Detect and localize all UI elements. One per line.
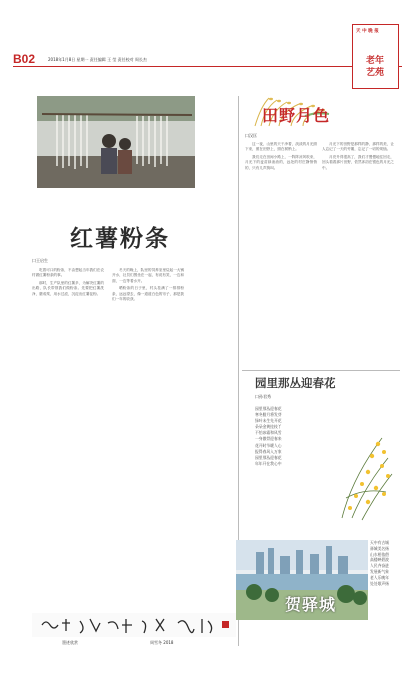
poem-line: 朵朵金黄挂枝丫	[255, 424, 282, 430]
poem-line: 园里那丛迎春花	[255, 454, 282, 460]
article2-paragraph: 这一夜，山里的天干净着，淡淡的月光照下来，照在田野上，照在树梢上。	[245, 142, 317, 152]
sweet-potato-noodle-photo	[37, 96, 195, 188]
article2-column-2	[322, 142, 394, 367]
article1-paragraph: 晒粉条的日子里，村头挂满了一排排粉条，远远望去，像一道道白色的帘子，那是我们一年的收获。	[112, 286, 184, 302]
newspaper-name: 天 中 晚 报	[356, 29, 379, 34]
poem-line: 处处歌声扬	[370, 580, 389, 586]
article1-title: 红薯粉条	[70, 225, 170, 252]
article1-column-3	[190, 210, 230, 510]
article2-title: 田野月色	[262, 106, 331, 125]
poem-line: 高楼映碧波	[370, 557, 389, 563]
poem-line: 不怕冰霜和风雪	[255, 430, 282, 436]
poem-line: 山水相依偎	[370, 551, 389, 557]
poem-line: 绿叶未生先开花	[255, 418, 282, 424]
section-title-line1: 老年	[365, 56, 384, 66]
poem-line: 人民齐奋进	[370, 563, 389, 569]
poem1-body	[255, 406, 335, 467]
article1-column-1	[32, 268, 104, 608]
poem-line: 园里那丛迎春花	[255, 406, 282, 411]
poem-line: 一身傲骨迎春来	[255, 436, 282, 442]
poem1-byline: 口孙君秀	[255, 394, 271, 399]
article1-paragraph: 那时，生产队里的红薯多，为解决红薯的出路，队长带领我们做粉条。先要把红薯洗净，磨成浆，用水过滤，沉淀出红薯淀粉。	[32, 280, 104, 296]
poem-line: 报得春风入万家	[255, 448, 282, 454]
poem-line: 发展新气象	[370, 568, 389, 574]
article1-paragraph: 冬天的晚上，队里的饲养室里烧起一大锅开水，社员们围坐在一起，有说有笑，一边和面，一边等着水开。	[112, 268, 184, 283]
article1-paragraph: 吃着可口的粉条，不由想起当年我们在农村做红薯粉条的事。	[32, 268, 104, 278]
poem-line: 寒冬腊月将发芽	[255, 412, 282, 418]
poem-line: 年年开在我心中	[255, 460, 282, 466]
page-number: B02	[13, 52, 36, 66]
poem2-title: 贺驿城	[285, 595, 337, 614]
poem-line: 驿城美名扬	[370, 545, 389, 551]
poem-line: 老人乐晚年	[370, 574, 389, 580]
winter-jasmine-illustration	[332, 428, 398, 523]
article2-column-1	[245, 142, 317, 367]
section-title-line2: 艺苑	[365, 68, 384, 78]
section-title	[354, 55, 396, 79]
article1-column-2	[112, 268, 184, 608]
article2-paragraph: 月亮升得很高了，我们才慢慢地往回走，回头看看那片田野，依然沐浴在银色的月光之中。	[322, 154, 394, 170]
poem-line: 花开时节暖人心	[255, 442, 282, 448]
article2-paragraph: 我们走在田间小路上，一阵阵凉风吹来，月光下的麦苗绿油油的，远处的村庄静悄悄的，只有几声狗叫。	[245, 154, 317, 170]
header-rule	[13, 66, 402, 67]
calligraphy-author: 周雪冬 2018	[150, 640, 174, 645]
calligraphy-caption: 墨迹欣赏	[62, 640, 78, 645]
calligraphy-image	[32, 613, 236, 637]
header-meta: 2018年1月8日 星期一 责任编辑 王 莹 责任校对 周长杰	[48, 57, 147, 62]
section-divider	[242, 370, 400, 371]
poem-line: 天中有古城	[370, 540, 389, 545]
poem1-title: 园里那丛迎春花	[255, 376, 336, 390]
poem2-body	[370, 540, 400, 640]
article2-paragraph: 月光下的田野是那样的静，那样的美，让人忘记了一天的劳累，忘记了一切的烦恼。	[322, 142, 394, 152]
article2-byline: 口汉匡	[245, 133, 257, 138]
article1-byline: 口王启生	[32, 258, 48, 263]
